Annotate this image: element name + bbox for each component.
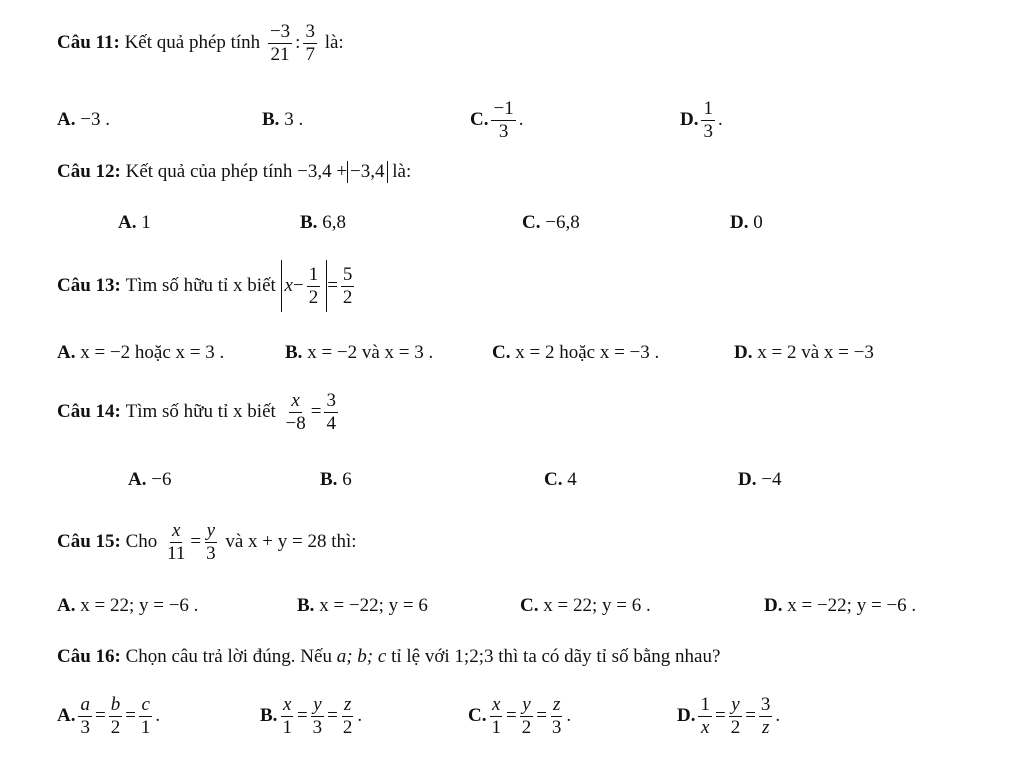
- q16-b-tail: .: [357, 705, 363, 726]
- q14-option-b-label: B.: [320, 469, 338, 490]
- q16-option-d[interactable]: [677, 689, 780, 743]
- q11-option-a-label: A.: [57, 109, 76, 130]
- q12-tail: là:: [392, 161, 412, 182]
- q16-b-n1: x: [282, 693, 292, 715]
- q16-option-c-label: C.: [468, 705, 487, 726]
- q14-option-d-text: −4: [761, 469, 782, 490]
- q11-tail: là:: [324, 32, 344, 53]
- q13-option-c[interactable]: [492, 339, 659, 367]
- q15-frac2-num: y: [206, 519, 216, 541]
- q16-a-frac3: [139, 695, 153, 738]
- q16-question: [57, 642, 720, 672]
- q11-option-d[interactable]: [680, 95, 723, 145]
- q16-c-d1: 1: [491, 716, 501, 738]
- q14-option-a-label: A.: [128, 469, 147, 490]
- q16-c-frac2: [520, 695, 534, 738]
- q13-option-d-text: x = 2 và x = −3: [757, 342, 874, 363]
- q14-option-b[interactable]: [320, 466, 352, 494]
- q15-option-b-text: x = −22; y = 6: [319, 595, 428, 616]
- q13-option-a[interactable]: [57, 339, 224, 367]
- q13-option-a-text: x = −2 hoặc x = 3 .: [80, 342, 225, 363]
- q16-tail: thì ta có dãy tỉ số bằng nhau?: [498, 646, 721, 667]
- q14-eq: =: [310, 401, 322, 422]
- q16-d-n2: y: [731, 693, 740, 715]
- q16-c-n3: z: [552, 693, 561, 715]
- q14-frac1-num: x: [291, 389, 300, 411]
- q16-d-eq1: =: [714, 705, 726, 726]
- q11-text: Kết quả phép tính: [124, 32, 261, 53]
- q15-text: Cho: [125, 531, 158, 552]
- q16-b-d1: 1: [282, 716, 292, 738]
- q16-d-d3: z: [761, 716, 770, 738]
- q16-option-b-label: B.: [260, 705, 278, 726]
- q13-question: [57, 258, 357, 314]
- q16-option-d-label: D.: [677, 705, 696, 726]
- q14-label: Câu 14:: [57, 401, 121, 422]
- q13-eq: =: [327, 275, 338, 296]
- q15-frac2: [204, 521, 218, 564]
- q16-a-eq1: =: [94, 705, 106, 726]
- q16-a-n3: c: [141, 693, 150, 715]
- q13-frac2-num: 5: [342, 263, 353, 285]
- q15-option-b-label: B.: [297, 595, 315, 616]
- q15-question: [57, 515, 357, 569]
- q11-option-b-label: B.: [262, 109, 280, 130]
- q11-frac2: [303, 22, 317, 65]
- q12-option-b-text: 6,8: [322, 212, 346, 233]
- q11-option-c-frac: [491, 99, 515, 142]
- q13-frac1-num: 1: [308, 263, 319, 285]
- q14-option-a-text: −6: [151, 469, 172, 490]
- q14-text: Tìm số hữu tỉ x biết: [125, 401, 276, 422]
- q16-c-n1: x: [492, 693, 501, 715]
- q11-option-a[interactable]: [57, 95, 110, 145]
- q12-expr-a: −3,4 +: [297, 161, 348, 182]
- q11-label: Câu 11:: [57, 32, 120, 53]
- q14-frac2-num: 3: [326, 389, 336, 411]
- q16-c-tail: .: [566, 705, 572, 726]
- q15-option-b[interactable]: [297, 592, 428, 620]
- q13-option-b-text: x = −2 và x = 3 .: [307, 342, 434, 363]
- q16-c-eq1: =: [505, 705, 517, 726]
- q16-c-n2: y: [522, 693, 531, 715]
- q16-b-frac3: [341, 695, 355, 738]
- q16-mid: tỉ lệ với: [391, 646, 450, 667]
- q16-d-n3: 3: [760, 693, 771, 715]
- q16-option-a[interactable]: [57, 689, 160, 743]
- q16-d-frac2: [729, 695, 743, 738]
- q16-a-n2: b: [110, 693, 121, 715]
- q13-text: Tìm số hữu tỉ x biết: [125, 275, 276, 296]
- q16-d-frac1: [698, 695, 712, 738]
- q12-option-b-label: B.: [300, 212, 318, 233]
- q13-option-c-label: C.: [492, 342, 511, 363]
- q16-d-d2: 2: [730, 716, 741, 738]
- q16-a-eq2: =: [125, 705, 136, 726]
- q13-minus: −: [292, 275, 304, 296]
- q16-b-n3: z: [343, 693, 352, 715]
- q16-b-frac1: [280, 695, 294, 738]
- q11-option-d-num: 1: [703, 97, 713, 119]
- q14-option-a[interactable]: [128, 466, 171, 494]
- q15-tail: thì:: [331, 531, 357, 552]
- q16-text: Chọn câu trả lời đúng. Nếu: [125, 646, 332, 667]
- q13-option-a-label: A.: [57, 342, 76, 363]
- q16-c-frac1: [489, 695, 503, 738]
- q16-a-tail: .: [155, 705, 161, 726]
- q16-d-eq2: =: [745, 705, 756, 726]
- q15-eq: =: [190, 531, 202, 552]
- q11-option-c-den: 3: [498, 120, 509, 142]
- q14-option-c[interactable]: [544, 466, 577, 494]
- q15-option-a[interactable]: [57, 592, 198, 620]
- q16-label: Câu 16:: [57, 646, 121, 667]
- q16-a-d2: 2: [110, 716, 121, 738]
- q14-option-d-label: D.: [738, 469, 757, 490]
- q15-option-c[interactable]: [520, 592, 651, 620]
- q11-option-c-num: −1: [493, 97, 514, 119]
- q16-a-n1: a: [80, 693, 90, 715]
- q13-frac1-den: 2: [308, 286, 319, 308]
- q15-frac1: [165, 521, 187, 564]
- q11-frac1-den: 21: [270, 43, 290, 65]
- q16-b-d2: 3: [312, 716, 323, 738]
- q16-d-d1: x: [701, 716, 710, 738]
- q16-option-c[interactable]: [468, 689, 571, 743]
- q11-frac1-num: −3: [269, 20, 291, 42]
- q12-option-d-label: D.: [730, 212, 749, 233]
- q14-option-c-text: 4: [567, 469, 577, 490]
- q16-ratio: 1;2;3: [454, 646, 494, 667]
- q15-option-d-label: D.: [764, 595, 783, 616]
- q16-c-frac3: [550, 695, 564, 738]
- q11-option-a-text: −3 .: [80, 109, 110, 130]
- q12-expr-abs: −3,4: [347, 161, 387, 183]
- q15-expr: x + y = 28: [248, 531, 327, 552]
- q16-d-n1: 1: [700, 693, 710, 715]
- q13-abs-expr: [281, 260, 328, 312]
- q11-option-c-tail: .: [518, 109, 524, 130]
- q15-option-c-label: C.: [520, 595, 539, 616]
- q15-option-d-text: x = −22; y = −6 .: [787, 595, 917, 616]
- q15-option-a-text: x = 22; y = −6 .: [80, 595, 199, 616]
- q11-option-c-label: C.: [470, 109, 489, 130]
- q15-mid: và: [225, 531, 244, 552]
- q14-frac1: [284, 391, 308, 434]
- q16-a-d3: 1: [140, 716, 151, 738]
- q12-option-c-text: −6,8: [545, 212, 580, 233]
- q16-a-frac2: [109, 695, 123, 738]
- q15-frac1-den: 11: [167, 542, 186, 564]
- q11-option-b-text: 3 .: [284, 109, 304, 130]
- q12-option-c-label: C.: [522, 212, 541, 233]
- q11-option-d-frac: [701, 99, 715, 142]
- q12-label: Câu 12:: [57, 161, 121, 182]
- q16-a-frac1: [78, 695, 92, 738]
- q16-b-n2: y: [313, 693, 322, 715]
- q13-frac1: [307, 265, 321, 308]
- q12-option-c[interactable]: [522, 209, 580, 237]
- q12-option-d[interactable]: [730, 209, 763, 237]
- q15-option-a-label: A.: [57, 595, 76, 616]
- q15-option-c-text: x = 22; y = 6 .: [543, 595, 651, 616]
- q12-option-a-text: 1: [141, 212, 151, 233]
- q11-op: :: [295, 32, 301, 53]
- q13-option-b[interactable]: [285, 339, 433, 367]
- q14-frac2-den: 4: [326, 412, 336, 434]
- q16-c-eq2: =: [536, 705, 547, 726]
- q15-frac2-den: 3: [206, 542, 216, 564]
- q16-a-d1: 3: [80, 716, 90, 738]
- q11-frac1: [268, 22, 292, 65]
- q12-question: [57, 157, 411, 187]
- q12-option-d-text: 0: [753, 212, 763, 233]
- q16-b-eq1: =: [296, 705, 308, 726]
- q12-text: Kết quả của phép tính: [125, 161, 293, 182]
- q11-question: [57, 16, 344, 70]
- q16-b-eq2: =: [327, 705, 338, 726]
- q14-option-c-label: C.: [544, 469, 563, 490]
- q16-c-d3: 3: [551, 716, 562, 738]
- q15-option-d[interactable]: [764, 592, 916, 620]
- q16-c-d2: 2: [521, 716, 532, 738]
- q11-option-c[interactable]: [470, 95, 523, 145]
- q12-option-a-label: A.: [118, 212, 137, 233]
- q14-frac1-den: −8: [285, 412, 306, 434]
- q16-d-frac3: [759, 695, 773, 738]
- q14-question: [57, 385, 341, 439]
- q13-option-c-text: x = 2 hoặc x = −3 .: [515, 342, 660, 363]
- q14-option-b-text: 6: [342, 469, 352, 490]
- q11-frac2-num: 3: [305, 20, 315, 42]
- q13-option-b-label: B.: [285, 342, 303, 363]
- q16-b-frac2: [311, 695, 325, 738]
- q11-option-d-tail: .: [717, 109, 723, 130]
- q13-x: x: [284, 275, 293, 296]
- q11-option-b[interactable]: [262, 95, 303, 145]
- q13-option-d[interactable]: [734, 339, 874, 367]
- q15-frac1-num: x: [171, 519, 181, 541]
- q13-frac2-den: 2: [342, 286, 353, 308]
- q13-label: Câu 13:: [57, 275, 121, 296]
- q11-option-d-den: 3: [703, 120, 713, 142]
- q13-frac2: [341, 265, 355, 308]
- q12-option-a[interactable]: [118, 209, 151, 237]
- q11-option-d-label: D.: [680, 109, 699, 130]
- q14-frac2: [324, 391, 338, 434]
- q16-vars: a; b; c: [336, 646, 387, 667]
- q16-b-d3: 2: [342, 716, 353, 738]
- q14-option-d[interactable]: [738, 466, 781, 494]
- q12-option-b[interactable]: [300, 209, 346, 237]
- q13-option-d-label: D.: [734, 342, 753, 363]
- q16-option-b[interactable]: [260, 689, 362, 743]
- q16-d-tail: .: [775, 705, 781, 726]
- q11-frac2-den: 7: [305, 43, 315, 65]
- q15-label: Câu 15:: [57, 531, 121, 552]
- q16-option-a-label: A.: [57, 705, 76, 726]
